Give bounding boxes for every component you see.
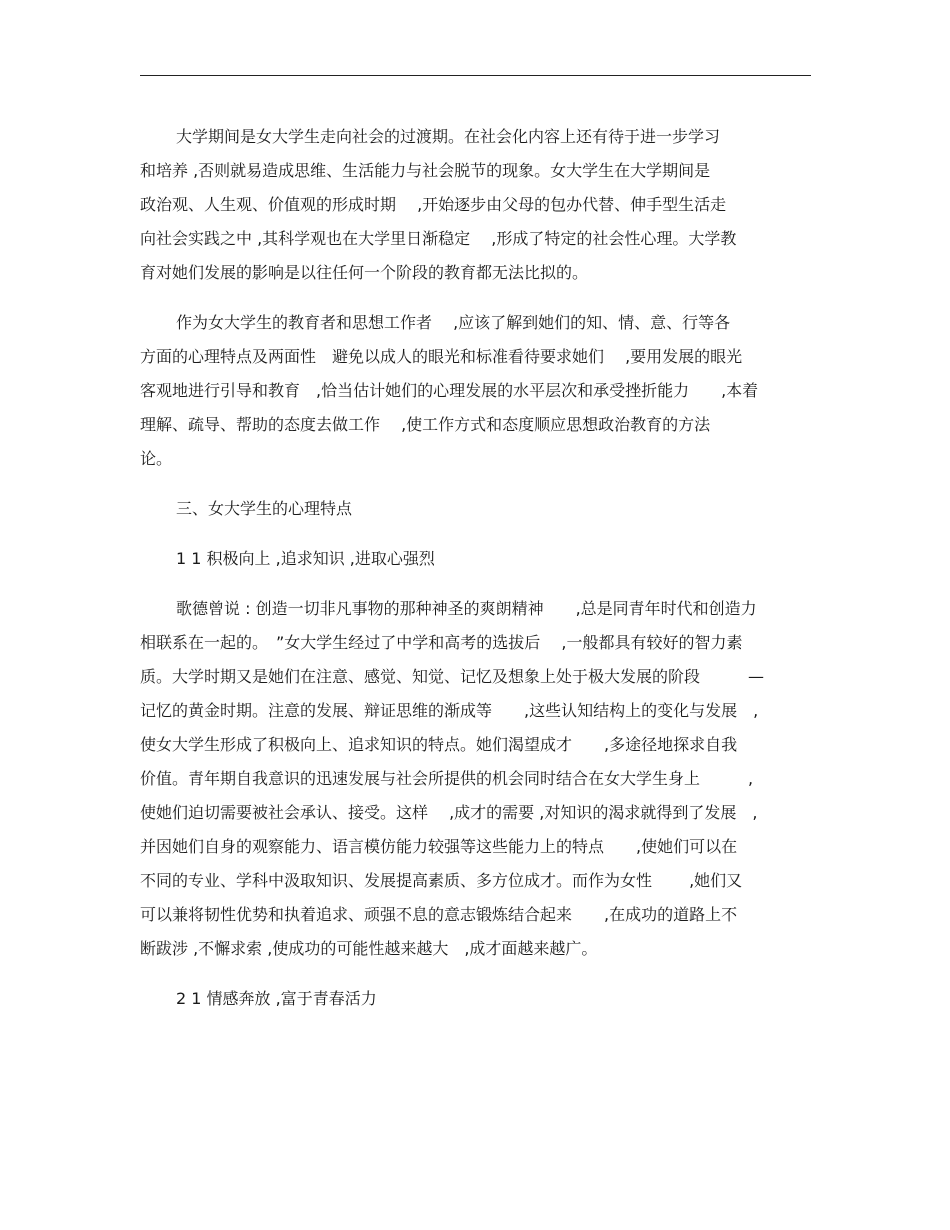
section-heading	[140, 492, 820, 526]
text-line: 和培养 ,否则就易造成思维、生活能力与社会脱节的现象。女大学生在大学期间是	[140, 161, 711, 180]
text-line: 论。	[140, 449, 173, 468]
text-line: 向社会实践之中 ,其科学观也在大学里日渐稳定 ,形成了特定的社会性心理。大学教	[140, 229, 737, 248]
text-line: 育对她们发展的影响是以往任何一个阶段的教育都无法比拟的。	[140, 263, 589, 282]
text-line: 客观地进行引导和教育 ,恰当估计她们的心理发展的水平层次和承受挫折能力 ,本着	[140, 381, 759, 400]
subsection-heading-text: 2 1 情感奔放 ,富于青春活力	[176, 989, 377, 1008]
text-line: 理解、疏导、帮助的态度去做工作 ,使工作方式和态度顺应思想政治教育的方法	[140, 415, 711, 434]
header-rule	[140, 75, 811, 76]
paragraph-educators	[140, 306, 820, 476]
text-line: 断跋涉 ,不懈求索 ,使成功的可能性越来越大 ,成才面越来越广。	[140, 939, 598, 958]
text-line: 相联系在一起的。 ”女大学生经过了中学和高考的选拔后 ,一般都具有较好的智力素	[140, 633, 743, 652]
text-line: 大学期间是女大学生走向社会的过渡期。在社会化内容上还有待于进一步学习	[176, 127, 721, 146]
text-line: 质。大学时期又是她们在注意、感觉、知觉、记忆及想象上处于极大发展的阶段 —	[140, 667, 765, 686]
section-heading-text: 三、女大学生的心理特点	[176, 499, 353, 518]
text-line: 价值。青年期自我意识的迅速发展与社会所提供的机会同时结合在女大学生身上 ,	[140, 769, 754, 788]
paragraph-goethe	[140, 592, 820, 966]
text-line: 不同的专业、学科中汲取知识、发展提高素质、多方位成才。而作为女性 ,她们又	[140, 871, 743, 890]
text-line: 可以兼将韧性优势和执着追求、顽强不息的意志锻炼结合起来 ,在成功的道路上不	[140, 905, 738, 924]
text-line: 使她们迫切需要被社会承认、接受。这样 ,成才的需要 ,对知识的渴求就得到了发展 ,	[140, 803, 758, 822]
text-line: 政治观、人生观、价值观的形成时期 ,开始逐步由父母的包办代替、伸手型生活走	[140, 195, 727, 214]
text-line: 作为女大学生的教育者和思想工作者 ,应该了解到她们的知、情、意、行等各	[176, 313, 731, 332]
subsection-heading-2	[140, 982, 820, 1016]
paragraph-intro	[140, 120, 820, 290]
document-body	[140, 120, 820, 1032]
subsection-heading-1	[140, 542, 820, 576]
text-line: 歌德曾说 : 创造一切非凡事物的那种神圣的爽朗精神 ,总是同青年时代和创造力	[176, 599, 757, 618]
subsection-heading-text: 1 1 积极向上 ,追求知识 ,进取心强烈	[176, 549, 435, 568]
text-line: 记忆的黄金时期。注意的发展、辩证思维的渐成等 ,这些认知结构上的变化与发展 ,	[140, 701, 759, 720]
text-line: 方面的心理特点及两面性 避免以成人的眼光和标准看待要求她们 ,要用发展的眼光	[140, 347, 743, 366]
text-line: 并因她们自身的观察能力、语言模仿能力较强等这些能力上的特点 ,使她们可以在	[140, 837, 738, 856]
text-line: 使女大学生形成了积极向上、追求知识的特点。她们渴望成才 ,多途径地探求自我	[140, 735, 738, 754]
